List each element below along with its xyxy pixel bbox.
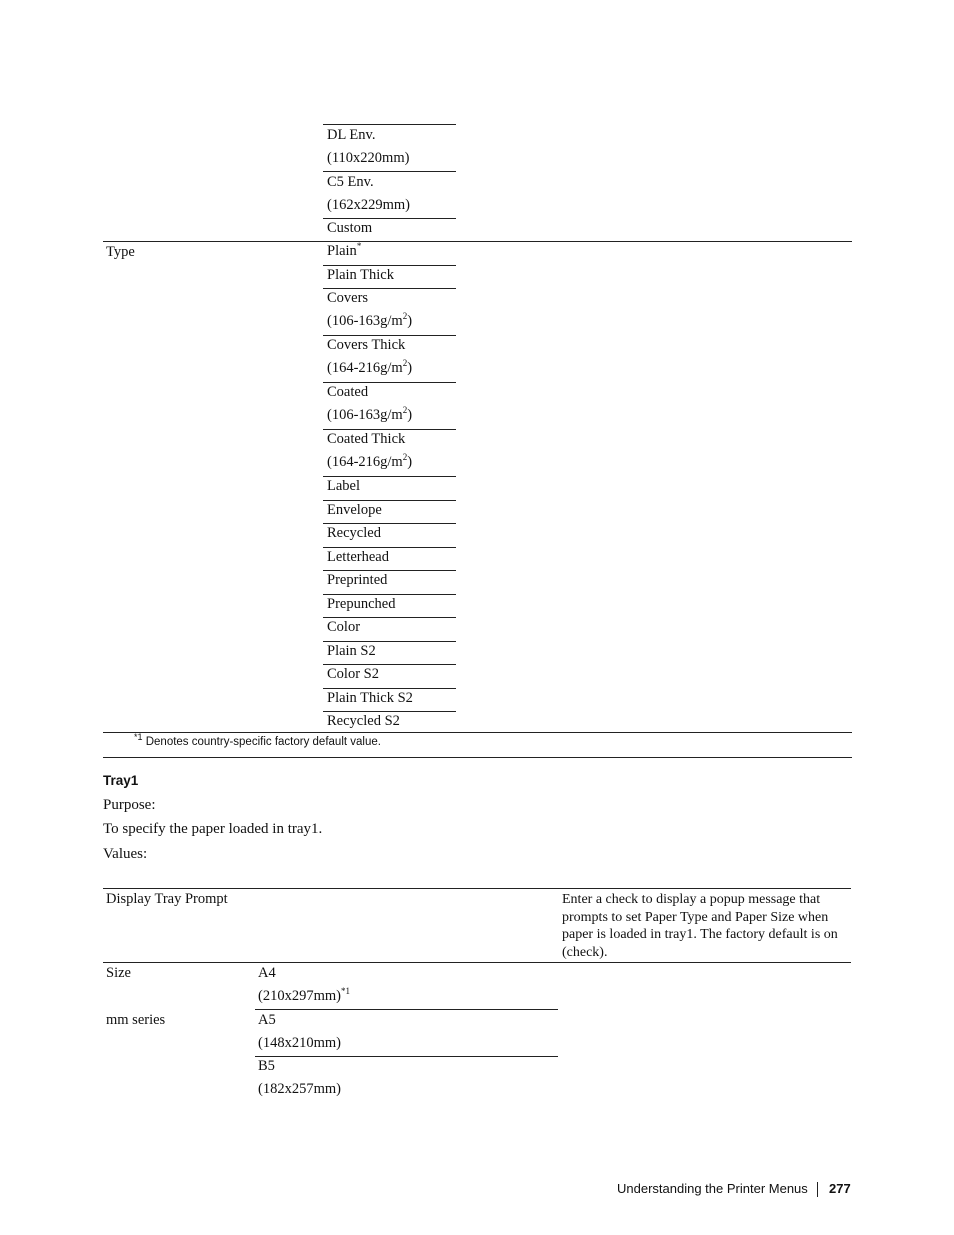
type-option: Plain Thick — [327, 266, 394, 283]
purpose-label: Purpose: — [103, 797, 156, 813]
footnote — [134, 732, 381, 748]
display-tray-prompt-label: Display Tray Prompt — [106, 891, 228, 907]
display-tray-prompt-description: Enter a check to display a popup message that prompts to set Paper Type and Paper Size when paper is loaded in tray1. The factory default is on (check). — [562, 892, 838, 960]
type-option: Prepunched — [327, 595, 396, 612]
footer-separator — [817, 1182, 818, 1197]
type-option: Recycled S2 — [327, 713, 400, 729]
purpose-text: To specify the paper loaded in tray1. — [103, 821, 323, 837]
footnote-text: Denotes country-specific factory default value. — [145, 736, 381, 748]
type-option: Coated Thick $(164-216g/m^2)$ — [327, 431, 413, 470]
type-option: Letterhead — [327, 548, 389, 565]
size-label: Size — [106, 965, 131, 981]
option-custom: Custom — [327, 220, 373, 236]
table-bottom-divider — [103, 732, 852, 733]
option-a5: A5 (148x210mm) — [258, 1012, 341, 1051]
values-label: Values: — [103, 846, 148, 862]
footnote-marker: *1 — [134, 732, 143, 743]
option-c5-env: C5 Env. (162x229mm) — [327, 174, 410, 213]
option-b5: B5 (182x257mm) — [258, 1058, 341, 1097]
row-divider — [103, 241, 852, 242]
footer-chapter: Understanding the Printer Menus — [617, 1181, 808, 1196]
footnote-divider — [103, 757, 852, 758]
section-heading: Tray1 — [103, 773, 139, 788]
type-option: Envelope — [327, 501, 382, 518]
type-label: Type — [106, 244, 135, 260]
type-option: Plain* — [327, 241, 362, 259]
type-option: Label — [327, 478, 361, 494]
type-option: Plain S2 — [327, 642, 376, 659]
row-divider — [103, 962, 851, 963]
option-dl-env: DL Env. (110x220mm) — [327, 127, 410, 166]
page-number: 277 — [829, 1181, 851, 1196]
option-a4: A4 $(210x297mm)^{*1}$ — [258, 965, 350, 1004]
type-option: Preprinted — [327, 572, 388, 588]
type-option: Color S2 — [327, 666, 379, 682]
type-option: Coated $(106-163g/m^2)$ — [327, 384, 413, 423]
size-sublabel: mm series — [106, 1012, 166, 1028]
type-option: Recycled — [327, 525, 381, 541]
type-option: Covers Thick $(164-216g/m^2)$ — [327, 337, 413, 376]
type-option: Covers $(106-163g/m^2)$ — [327, 290, 413, 329]
type-option: Color — [327, 619, 361, 635]
type-option: Plain Thick S2 — [327, 689, 413, 706]
